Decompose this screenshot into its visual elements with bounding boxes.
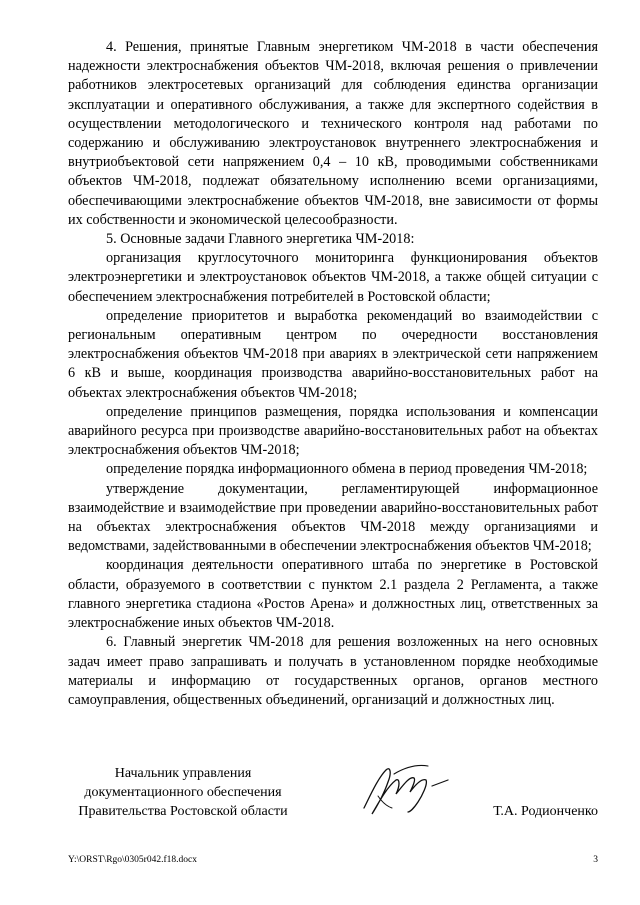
document-body	[68, 38, 598, 710]
task-documentation: утверждение документации, регламентирующей информационное взаимодействие и взаимодействие при проведении аварийно-восстановительных работ на объектах электроснабжения объектов ЧМ-2018 между организациями и ведомствами, задействованными в обеспечении электроснабжения объектов ЧМ-2018;	[68, 480, 598, 555]
page-number: 3	[593, 855, 598, 865]
signatory-position-line3: Правительства Ростовской области	[78, 804, 288, 819]
task-monitoring: организация круглосуточного мониторинга функционирования объектов электроэнергетики и электроустановок объектов ЧМ-2018, а также общей ситуации с обеспечением электроснабжения потребителей в Ростовской области;	[68, 250, 598, 305]
signatory-name: Т.А. Родионченко	[493, 804, 598, 819]
paragraph-4-decisions: 4. Решения, принятые Главным энергетиком ЧМ-2018 в части обеспечения надежности электроснабжения объектов ЧМ-2018, включая решения о привлечении работников электросетевых организаций для соблюдения единства организации эксплуатации и оперативного обслуживания, а также для экспертного содействия в осуществлении методологического и технического контроля над работами по содержанию и обслуживанию электроустановок внутреннего электроснабжения и внутриобъектовой сети напряжением 0,4 – 10 кВ, проводимыми собственниками объектов ЧМ-2018, подлежат обязательному исполнению всеми организациями, обеспечивающими электроснабжение объектов ЧМ-2018, вне зависимости от формы их собственности и экономической целесообразности.	[68, 39, 598, 228]
task-emergency-resource: определение принципов размещения, порядка использования и компенсации аварийного ресурса при производстве аварийно-восстановительных работ на объектах электроснабжения объектов ЧМ-2018;	[68, 403, 598, 459]
handwritten-signature	[356, 756, 456, 831]
paragraph-5-tasks-heading: 5. Основные задачи Главного энергетика ЧМ-2018:	[106, 231, 415, 248]
signatory-position-line2: документационного обеспечения	[84, 785, 282, 800]
task-priorities: определение приоритетов и выработка рекомендаций во взаимодействии с региональным оперативным центром по очередности восстановления электроснабжения объектов ЧМ-2018 при авариях в электрической сети напряжением 6 кВ и выше, координация производства аварийно-восстановительных работ на объектах электроснабжения объектов ЧМ-2018;	[68, 307, 598, 401]
signatory-position-line1: Начальник управления	[114, 766, 252, 781]
footer-file-path: Y:\ORST\Rgo\0305r042.f18.docx	[68, 855, 197, 865]
signatory-position	[68, 764, 298, 821]
task-coordination: координация деятельности оперативного штаба по энергетике в Ростовской области, образуемого в соответствии с пунктом 2.1 раздела 2 Регламента, а также главного энергетика стадиона «Ростов Арена» и должностных лиц, ответственных за электроснабжение иных объектов ЧМ-2018.	[68, 557, 598, 632]
task-information-exchange: определение порядка информационного обмена в период проведения ЧМ-2018;	[106, 461, 588, 478]
paragraph-6-rights: 6. Главный энергетик ЧМ-2018 для решения возложенных на него основных задач имеет право запрашивать и получать в установленном порядке необходимые материалы и информацию от государственных органов, органов местного самоуправления, общественных объединений, организаций и должностных лиц.	[68, 634, 598, 708]
